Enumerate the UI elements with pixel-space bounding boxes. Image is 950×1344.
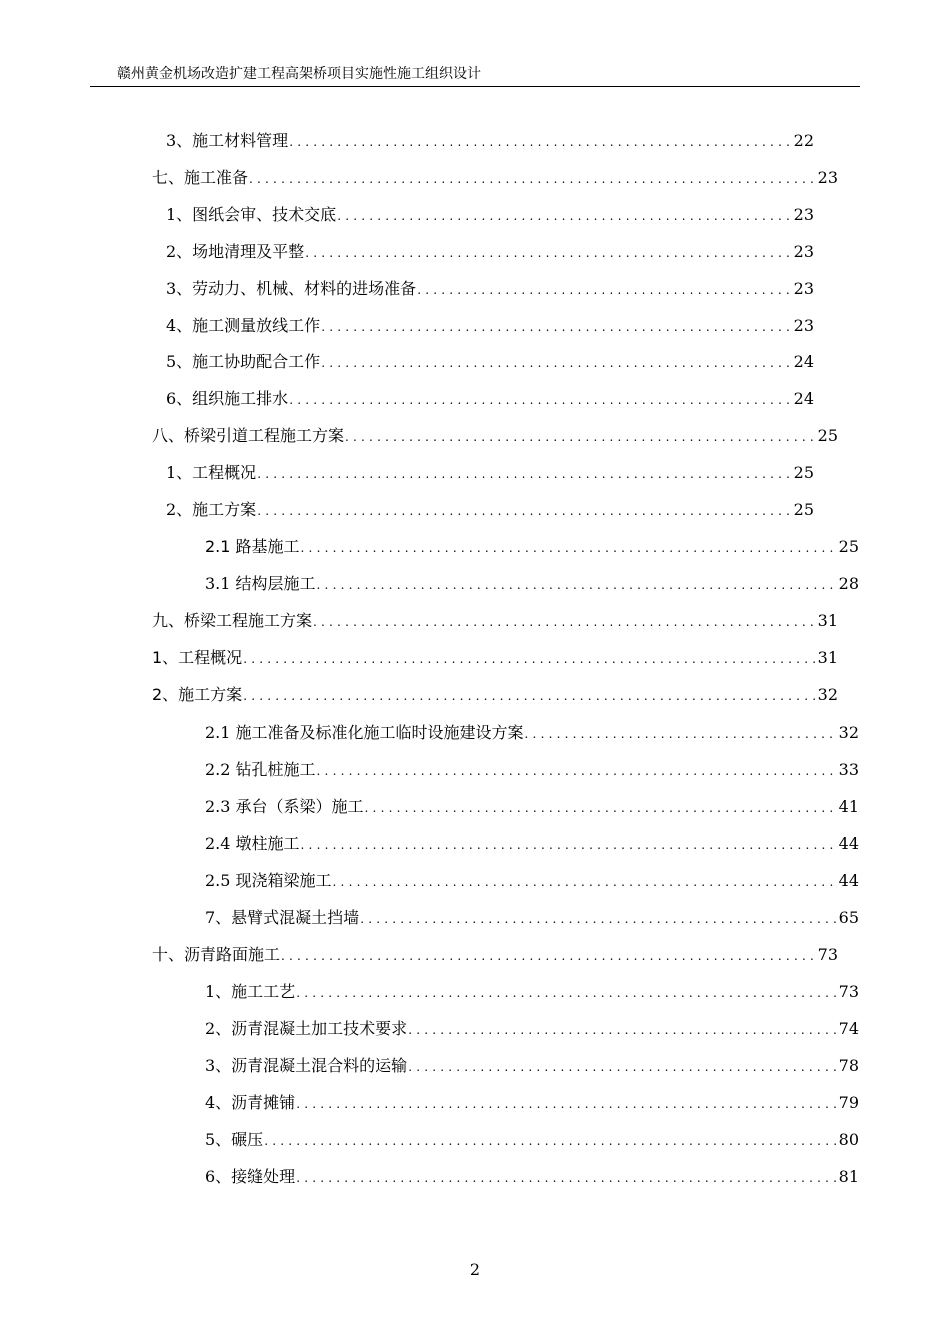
toc-subsection-entry[interactable] [205, 795, 859, 819]
toc-entry-page: 25 [793, 500, 814, 519]
toc-entry[interactable] [166, 129, 814, 153]
toc-entry-title: 4、施工测量放线工作 [166, 316, 321, 335]
toc-entry-page: 24 [793, 352, 814, 371]
toc-entry[interactable] [166, 277, 814, 301]
toc-entry-title: 十、沥青路面施工 [152, 945, 281, 964]
dot-leader [313, 610, 816, 633]
toc-entry-page: 22 [793, 131, 814, 150]
dot-leader [417, 278, 791, 301]
toc-subsection-entry[interactable] [205, 1165, 859, 1189]
toc-entry-page: 23 [793, 242, 814, 261]
toc-entry-page: 32 [817, 685, 838, 704]
dot-leader [296, 981, 836, 1004]
toc-subsection-entry[interactable] [205, 721, 859, 745]
dot-leader [305, 241, 791, 264]
dot-leader [321, 351, 791, 374]
toc-entry-title: 7、悬臂式混凝土挡墙 [205, 908, 360, 927]
toc-entry-title: 2.3 承台（系梁）施工 [205, 797, 364, 816]
toc-entry[interactable] [152, 646, 838, 670]
toc-entry-title: 七、施工准备 [152, 168, 249, 187]
toc-entry-page: 79 [838, 1093, 859, 1112]
toc-entry-page: 31 [817, 648, 838, 667]
toc-entry-page: 74 [838, 1019, 859, 1038]
dot-leader [249, 167, 816, 190]
toc-entry-page: 33 [838, 760, 859, 779]
toc-entry-page: 24 [793, 389, 814, 408]
dot-leader [257, 499, 791, 522]
toc-entry-title: 3、沥青混凝土混合料的运输 [205, 1056, 408, 1075]
toc-entry-page: 73 [838, 982, 859, 1001]
toc-subsection-entry[interactable] [205, 535, 859, 559]
dot-leader [365, 796, 837, 819]
toc-entry-title: 6、接缝处理 [205, 1167, 296, 1186]
toc-entry-title: 1、施工工艺 [205, 982, 296, 1001]
toc-entry-title: 3、施工材料管理 [166, 131, 289, 150]
toc-chapter-entry[interactable] [152, 943, 838, 967]
toc-entry-page: 41 [838, 797, 859, 816]
dot-leader [289, 388, 791, 411]
dot-leader [289, 130, 791, 153]
toc-subsection-entry[interactable] [205, 832, 859, 856]
dot-leader [345, 425, 816, 448]
toc-entry-title: 3、劳动力、机械、材料的进场准备 [166, 279, 417, 298]
toc-entry[interactable] [166, 387, 814, 411]
toc-entry-page: 78 [838, 1056, 859, 1075]
toc-entry-title: 2、沥青混凝土加工技术要求 [205, 1019, 408, 1038]
toc-entry-page: 73 [817, 945, 838, 964]
toc-entry-page: 31 [817, 611, 838, 630]
toc-entry-title: 3.1 结构层施工 [205, 574, 316, 593]
dot-leader [301, 833, 837, 856]
dot-leader [243, 684, 815, 707]
toc-entry-page: 32 [838, 723, 859, 742]
toc-entry[interactable] [152, 683, 838, 707]
toc-entry-page: 25 [838, 537, 859, 556]
toc-entry[interactable] [166, 203, 814, 227]
toc-entry-page: 25 [817, 426, 838, 445]
toc-entry-title: 4、沥青摊铺 [205, 1093, 296, 1112]
page-number: 2 [469, 1260, 481, 1279]
dot-leader [301, 536, 837, 559]
toc-entry-page: 65 [838, 908, 859, 927]
dot-leader [243, 647, 815, 670]
toc-subsection-entry[interactable] [205, 1054, 859, 1078]
toc-entry[interactable] [166, 461, 814, 485]
toc-subsection-entry[interactable] [205, 1128, 859, 1152]
toc-entry-title: 2.4 墩柱施工 [205, 834, 300, 853]
dot-leader [525, 722, 837, 745]
toc-entry-title: 2.1 路基施工 [205, 537, 300, 556]
dot-leader [296, 1092, 836, 1115]
toc-subsection-entry[interactable] [205, 980, 859, 1004]
toc-entry-page: 81 [838, 1167, 859, 1186]
toc-entry-title: 九、桥梁工程施工方案 [152, 611, 313, 630]
toc-subsection-entry[interactable] [205, 906, 859, 930]
toc-chapter-entry[interactable] [152, 609, 838, 633]
toc-entry-title: 1、工程概况 [152, 648, 243, 667]
toc-entry-title: 2.1 施工准备及标准化施工临时设施建设方案 [205, 723, 524, 742]
dot-leader [321, 315, 791, 338]
toc-entry-title: 八、桥梁引道工程施工方案 [152, 426, 345, 445]
toc-entry-page: 25 [793, 463, 814, 482]
dot-leader [317, 573, 837, 596]
toc-entry[interactable] [166, 498, 814, 522]
toc-entry-title: 2、场地清理及平整 [166, 242, 305, 261]
toc-entry-page: 23 [793, 316, 814, 335]
toc-entry[interactable] [166, 314, 814, 338]
dot-leader [408, 1055, 836, 1078]
toc-subsection-entry[interactable] [205, 869, 859, 893]
dot-leader [333, 870, 837, 893]
toc-entry-title: 2、施工方案 [166, 500, 257, 519]
dot-leader [408, 1018, 836, 1041]
dot-leader [360, 907, 836, 930]
toc-chapter-entry[interactable] [152, 424, 838, 448]
dot-leader [257, 462, 791, 485]
toc-subsection-entry[interactable] [205, 758, 859, 782]
toc-entry-title: 2、施工方案 [152, 685, 243, 704]
dot-leader [337, 204, 791, 227]
toc-entry-title: 2.2 钻孔桩施工 [205, 760, 316, 779]
toc-entry-title: 6、组织施工排水 [166, 389, 289, 408]
toc-entry-title: 1、图纸会审、技术交底 [166, 205, 337, 224]
toc-entry[interactable] [166, 240, 814, 264]
document-header-title: 赣州黄金机场改造扩建工程高架桥项目实施性施工组织设计 [117, 66, 481, 82]
dot-leader [296, 1166, 836, 1189]
toc-subsection-entry[interactable] [205, 1091, 859, 1115]
toc-entry-title: 5、施工协助配合工作 [166, 352, 321, 371]
toc-entry-title: 1、工程概况 [166, 463, 257, 482]
toc-entry-page: 28 [838, 574, 859, 593]
toc-entry-page: 80 [838, 1130, 859, 1149]
toc-entry-page: 23 [793, 205, 814, 224]
toc-entry-page: 23 [793, 279, 814, 298]
toc-subsection-entry[interactable] [205, 572, 859, 596]
toc-entry-page: 23 [817, 168, 838, 187]
toc-entry-title: 5、碾压 [205, 1130, 264, 1149]
toc-entry-title: 2.5 现浇箱梁施工 [205, 871, 332, 890]
toc-entry-page: 44 [838, 871, 859, 890]
toc-chapter-entry[interactable] [152, 166, 838, 190]
dot-leader [317, 759, 837, 782]
toc-subsection-entry[interactable] [205, 1017, 859, 1041]
toc-entry-page: 44 [838, 834, 859, 853]
dot-leader [281, 944, 816, 967]
dot-leader [264, 1129, 836, 1152]
toc-entry[interactable] [166, 350, 814, 374]
